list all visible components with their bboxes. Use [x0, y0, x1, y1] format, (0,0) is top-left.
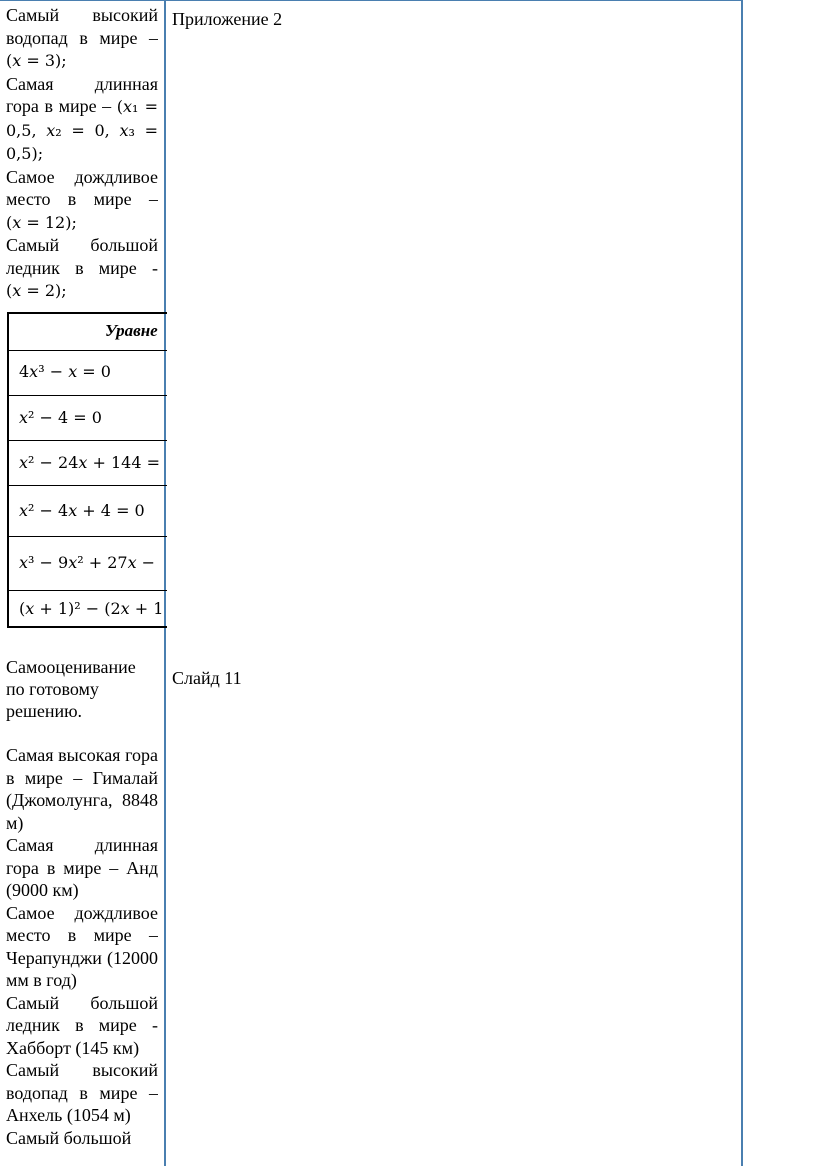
- equations-table-frame: [7, 312, 167, 628]
- appendix-label: Приложение 2: [172, 9, 283, 29]
- equation-cell: 𝑥² − 24𝑥 + 144 =: [19, 453, 161, 472]
- problem-answer-math: (𝑥 = 3);: [6, 51, 67, 70]
- problem-text: Самая длинная гора в мире –: [6, 73, 158, 116]
- table-right-border: [741, 0, 743, 1166]
- table-header-label: Уравне: [105, 321, 158, 340]
- table-row: [9, 441, 167, 486]
- equation-cell: 4𝑥³ − 𝑥 = 0: [19, 362, 111, 381]
- table-row: [9, 396, 167, 441]
- answer-item: Самый большой: [6, 1127, 132, 1148]
- problem-text: Самый высокий водопад в мире –: [6, 5, 158, 48]
- problem-item: [6, 4, 158, 73]
- self-assessment-note: Самооценивание по готовому решению.: [6, 657, 136, 721]
- problem-item: [6, 73, 158, 166]
- equations-table-header: [9, 314, 167, 351]
- equation-cell: (𝑥 + 1)² − (2𝑥 + 1: [19, 599, 164, 618]
- table-row: [9, 486, 167, 537]
- table-row: [9, 537, 167, 591]
- equations-table: [7, 312, 167, 630]
- answer-item: Самый большой ледник в мире - Хабборт (145 км): [6, 992, 158, 1058]
- table-row: [9, 350, 167, 396]
- equation-cell: 𝑥³ − 9𝑥² + 27𝑥 −: [19, 553, 156, 572]
- problem-item: [6, 234, 158, 303]
- problem-text: Самое дождливое место в мире –: [6, 166, 158, 209]
- answer-item: Самое дождливое место в мире – Черапунджи (12000 мм в год): [6, 902, 158, 990]
- problem-answer-math: (𝑥₁ = 0,5, 𝑥₂ = 0, 𝑥₃ = 0,5);: [6, 97, 158, 163]
- answer-item: Самая высокая гора в мире – Гималай (Джомолунга, 8848 м): [6, 745, 158, 833]
- problem-text: Самый большой ледник в мире -: [6, 235, 158, 278]
- problem-answer-math: (𝑥 = 12);: [6, 212, 77, 232]
- problem-item: [6, 166, 158, 235]
- answers-section: [6, 656, 158, 1149]
- slide-label: Слайд 11: [172, 668, 242, 688]
- equation-cell: 𝑥² − 4𝑥 + 4 = 0: [19, 501, 145, 520]
- answer-item: Самая длинная гора в мире – Анд (9000 км): [6, 835, 158, 900]
- answer-item: Самый высокий водопад в мире – Анхель (1054 м): [6, 1060, 158, 1125]
- equation-cell: 𝑥² − 4 = 0: [19, 408, 102, 427]
- table-row: [9, 591, 167, 628]
- problem-answer-math: (𝑥 = 2);: [6, 281, 67, 300]
